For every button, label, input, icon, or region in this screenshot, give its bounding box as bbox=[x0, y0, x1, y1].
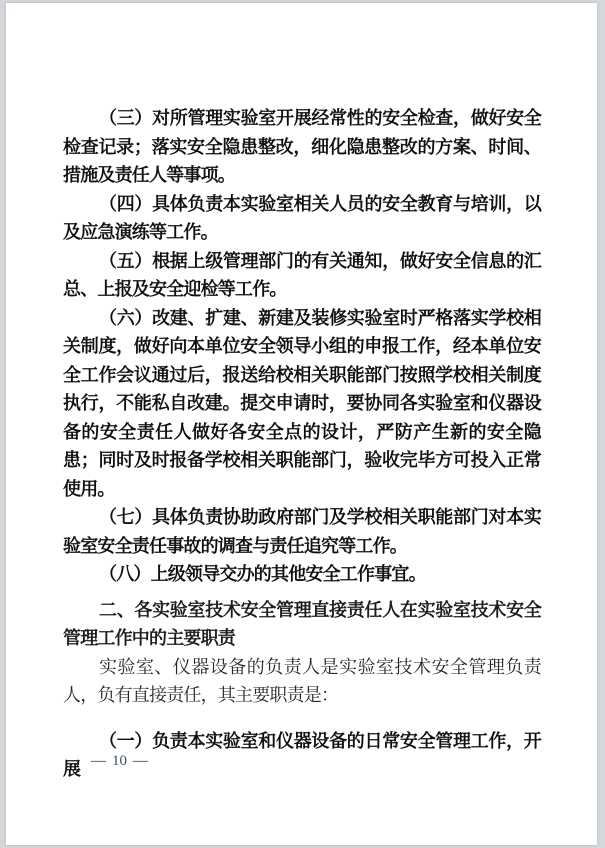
paragraph: 实验室、仪器设备的负责人是实验室技术安全管理负责人，负有直接责任，其主要职责是： bbox=[63, 656, 541, 705]
page-number-right-dash: — bbox=[133, 753, 148, 769]
paragraph: （三）对所管理实验室开展经常性的安全检查，做好安全检查记录；落实安全隐患整改，细化隐患整改的方案、时间、措施及责任人等事项。 bbox=[63, 108, 541, 185]
paragraph: （八）上级领导交办的其他安全工作事宜。 bbox=[99, 564, 426, 584]
paragraph: （七）具体负责协助政府部门及学校相关职能部门对本实验室安全责任事故的调查与责任追究等工作。 bbox=[63, 507, 541, 556]
paragraph: （六）改建、扩建、新建及装修实验室时严格落实学校相关制度，做好向本单位安全领导小组的申报工作，经本单位安全工作会议通过后，报送给校相关职能部门按照学校相关制度执行，不能私自改建。提交申请时，要协同各实验室和仪器设备的安全责任人做好各安全点的设计，严防产生新的安全隐患；同时及时报备学校相关职能部门，验收完毕方可投入正常使用。 bbox=[63, 307, 541, 499]
page-number-left-dash: — bbox=[91, 753, 106, 769]
paragraph: （五）根据上级管理部门的有关通知，做好安全信息的汇总、上报及安全迎检等工作。 bbox=[63, 250, 541, 299]
paragraph: 二、各实验室技术安全管理直接责任人在实验室技术安全管理工作中的主要职责 bbox=[63, 599, 541, 648]
page-number-value: 10 bbox=[112, 753, 127, 769]
paragraph: （一）负责本实验室和仪器设备的日常安全管理工作，开展 bbox=[63, 730, 541, 779]
document-body bbox=[63, 104, 541, 784]
paragraph: （四）具体负责本实验室相关人员的安全教育与培训，以及应急演练等工作。 bbox=[63, 193, 541, 242]
page-number bbox=[85, 753, 154, 770]
document-page bbox=[6, 3, 597, 845]
